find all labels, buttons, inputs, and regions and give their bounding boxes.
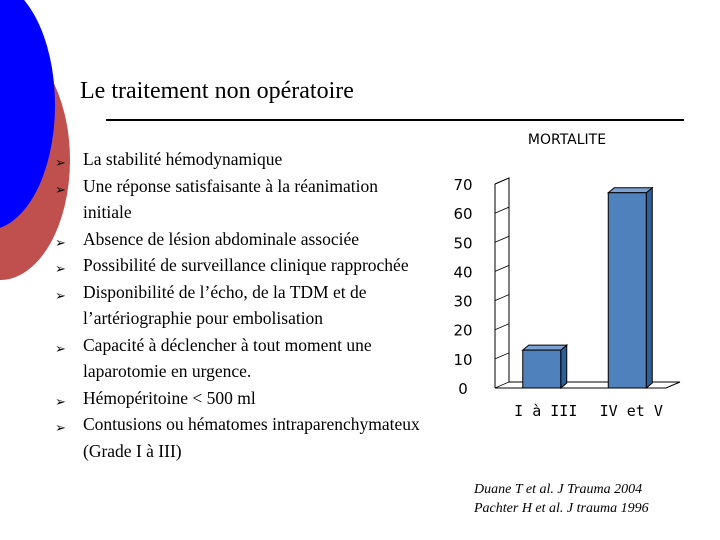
bar-side	[561, 345, 567, 388]
chart-y-ticks	[453, 176, 509, 398]
y-tick-label: 40	[453, 263, 473, 282]
y-tick-mark	[495, 207, 509, 213]
bar-side	[646, 188, 652, 388]
bullet-text: Une réponse satisfaisante à la réanimation initiale	[83, 175, 378, 222]
bullet-text: Contusions ou hématomes intraparenchymateux (Grade I à III)	[83, 414, 420, 461]
bullet-list	[55, 146, 430, 464]
bar-top	[523, 345, 567, 350]
slide-title: Le traitement non opératoire	[80, 78, 354, 104]
y-tick-label: 30	[453, 292, 473, 311]
arrow-bullet-icon: ➢	[55, 421, 66, 436]
category-label: I à III	[514, 402, 578, 420]
title-underline	[106, 119, 684, 121]
bar	[523, 350, 561, 388]
reference-line: Pachter H et al. J trauma 1996	[474, 501, 649, 516]
y-tick-label: 20	[453, 321, 473, 340]
y-tick-label: 60	[453, 205, 473, 224]
y-tick-mark	[495, 382, 509, 388]
arrow-bullet-icon: ➢	[55, 182, 66, 198]
bar	[608, 193, 646, 388]
y-tick-label: 70	[453, 176, 473, 194]
y-tick-mark	[495, 265, 509, 271]
arrow-bullet-icon: ➢	[55, 341, 66, 357]
arrow-bullet-icon: ➢	[55, 288, 66, 304]
y-tick-mark	[495, 295, 509, 301]
bullet-item	[55, 279, 430, 332]
arrow-bullet-icon: ➢	[55, 235, 66, 251]
category-label: IV et V	[599, 402, 663, 420]
chart-bars	[523, 188, 653, 388]
bullet-item	[55, 332, 430, 385]
bullet-text: Disponibilité de l’écho, de la TDM et de l’artériographie pour embolisation	[83, 281, 367, 328]
bullet-text: Capacité à déclencher à tout moment une laparotomie en urgence.	[83, 334, 372, 381]
y-tick-mark	[495, 236, 509, 242]
y-tick-label: 0	[458, 380, 468, 398]
bullet-text: Absence de lésion abdominale associée	[83, 228, 360, 249]
bullet-item	[55, 385, 430, 412]
bullet-item	[55, 173, 430, 226]
bullet-text: Possibilité de surveillance clinique rapprochée	[83, 255, 409, 275]
bullet-item	[55, 411, 430, 464]
bullet-text: La stabilité hémodynamique	[83, 149, 283, 169]
mortality-bar-chart	[440, 122, 690, 427]
y-tick-mark	[495, 178, 509, 184]
arrow-bullet-icon: ➢	[55, 262, 66, 277]
y-tick-mark	[495, 353, 509, 359]
bar-top	[608, 188, 652, 193]
y-tick-mark	[495, 324, 509, 330]
bullet-item	[55, 146, 430, 173]
bullet-item	[55, 226, 430, 253]
bullet-item	[55, 252, 430, 279]
reference-line: Duane T et al. J Trauma 2004	[474, 482, 643, 497]
chart-title: MORTALITE	[527, 132, 607, 148]
references	[474, 480, 649, 518]
arrow-bullet-icon: ➢	[55, 156, 66, 171]
chart-category-labels	[514, 402, 663, 420]
arrow-bullet-icon: ➢	[55, 394, 66, 410]
y-tick-label: 50	[453, 234, 473, 253]
bullet-text: Hémopéritoine < 500 ml	[83, 387, 256, 408]
y-tick-label: 10	[453, 350, 473, 369]
